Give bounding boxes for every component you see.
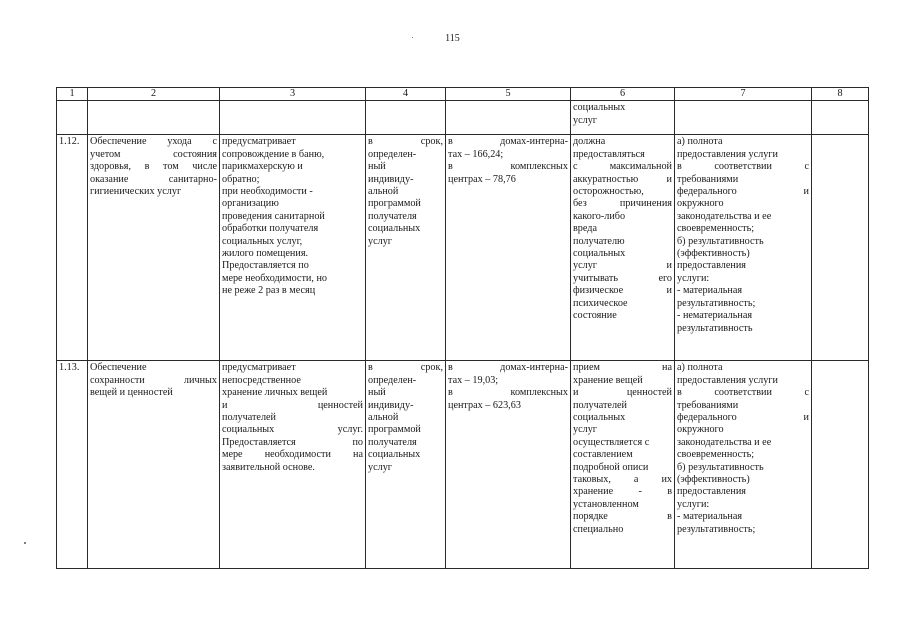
column-number-3: 3	[220, 88, 366, 101]
cell-line: своевременность;	[677, 223, 755, 235]
cell-line: предоставления услуги	[677, 374, 778, 386]
cell-line: социальных	[573, 412, 626, 424]
cell-line: услуг	[573, 424, 597, 436]
cell-line: индивиду-	[368, 173, 414, 185]
cell-line: услуги:	[677, 272, 710, 284]
page-number: 115	[445, 33, 460, 44]
cell-line: физическое и	[573, 285, 672, 297]
cell-line: предоставления	[677, 486, 746, 498]
cell-line: получателю	[573, 235, 625, 247]
cell-line: получателя	[368, 436, 417, 448]
cell-line: аккуратностью и	[573, 173, 672, 185]
cell-line: без причинения	[573, 198, 672, 210]
cell-line: с максимальной	[573, 161, 672, 173]
cell-line: услуги:	[677, 498, 710, 510]
cell-line: требованиями	[677, 173, 739, 185]
scan-speck	[24, 542, 26, 544]
continuation-cell-6	[571, 101, 675, 135]
cell-line: в комплексных	[448, 161, 568, 173]
service-name-cell	[88, 361, 220, 569]
cell-line: жилого помещения.	[222, 248, 309, 260]
cell-line: порядке в	[573, 511, 672, 523]
cell-line: подробной описи	[573, 461, 649, 473]
cell-line: тах – 166,24;	[448, 148, 504, 160]
cell-line: результативность	[677, 322, 753, 334]
column-number-4: 4	[366, 88, 446, 101]
cell-line: предоставления услуги	[677, 148, 778, 160]
cell-line: оказание санитарно-	[90, 173, 217, 185]
cell-line: должна	[573, 136, 606, 148]
cell-line: сохранности личных	[90, 374, 217, 386]
cell-line: услуг	[573, 114, 597, 126]
service-term-cell	[366, 361, 446, 569]
cell-line: предусматривает	[222, 362, 296, 374]
cell-line: проведения санитарной	[222, 210, 325, 222]
cell-line: социальных услуг,	[222, 235, 303, 247]
cell-line: определен-	[368, 148, 417, 160]
continuation-cell-8	[812, 101, 869, 135]
cell-line: непосредственное	[222, 374, 301, 386]
service-name-cell	[88, 135, 220, 361]
cell-line: хранение вещей	[573, 374, 643, 386]
row-number: 1.12.	[57, 135, 88, 361]
cell-line: Обеспечение ухода с	[90, 136, 217, 148]
cell-line: составлением	[573, 449, 633, 461]
cell-line: окружного	[677, 424, 724, 436]
cell-line: учетом состояния	[90, 148, 217, 160]
cell-line: в срок,	[368, 136, 443, 148]
services-table	[56, 87, 869, 569]
cell-line: законодательства и ее	[677, 436, 772, 448]
column-number-7: 7	[675, 88, 812, 101]
cell-line: учитывать его	[573, 272, 672, 284]
cell-line: в комплексных	[448, 387, 568, 399]
cell-line: и ценностей	[573, 387, 672, 399]
scan-speck	[412, 37, 413, 38]
cell-line: обработки получателя	[222, 223, 319, 235]
cell-line: - материальная	[677, 285, 743, 297]
cell-line: а) полнота	[677, 136, 723, 148]
column-number-1: 1	[57, 88, 88, 101]
quality-criteria-cell	[675, 135, 812, 361]
cell-line: таковых, а их	[573, 474, 672, 486]
cell-line: центрах – 623,63	[448, 399, 521, 411]
quality-criteria-cell	[675, 361, 812, 569]
cell-line: какого-либо	[573, 210, 626, 222]
cell-line: вреда	[573, 223, 597, 235]
cell-line: (эффективность)	[677, 474, 750, 486]
service-description-cell	[220, 361, 366, 569]
continuation-cell-5	[446, 101, 571, 135]
cell-line: хранение личных вещей	[222, 387, 328, 399]
cell-line: альной	[368, 186, 399, 198]
cell-line: б) результативность	[677, 235, 764, 247]
cell-line: получателей	[573, 399, 628, 411]
cell-line: социальных услуг.	[222, 424, 363, 436]
cell-line: социальных	[573, 102, 626, 114]
cell-line: ный	[368, 161, 386, 173]
cell-line: гигиенических услуг	[90, 186, 182, 198]
notes-cell	[812, 135, 869, 361]
cell-line: программой	[368, 198, 421, 210]
cell-line: предоставления	[677, 260, 746, 272]
cell-line: социальных	[573, 248, 626, 260]
cell-line: Обеспечение	[90, 362, 147, 374]
cell-line: требованиями	[677, 399, 739, 411]
cell-line: хранение - в	[573, 486, 672, 498]
cell-line: индивиду-	[368, 399, 414, 411]
cell-line: своевременность;	[677, 449, 755, 461]
cell-line: - материальная	[677, 511, 743, 523]
cell-line: обратно;	[222, 173, 260, 185]
cell-line: состояние	[573, 310, 617, 322]
cell-line: альной	[368, 412, 399, 424]
notes-cell	[812, 361, 869, 569]
continuation-cell-2	[88, 101, 220, 135]
cell-line: осуществляется с	[573, 436, 650, 448]
continuation-row	[57, 101, 869, 135]
cell-line: осторожностью,	[573, 186, 644, 198]
continuation-cell-1	[57, 101, 88, 135]
continuation-cell-4	[366, 101, 446, 135]
service-term-cell	[366, 135, 446, 361]
continuation-cell-7	[675, 101, 812, 135]
cell-line: центрах – 78,76	[448, 173, 516, 185]
cell-line: мере необходимости на	[222, 449, 363, 461]
cell-line: в соответствии с	[677, 161, 809, 173]
cell-line: тах – 19,03;	[448, 374, 499, 386]
table-row	[57, 361, 869, 569]
cell-line: установленном	[573, 498, 639, 510]
cell-line: при необходимости -	[222, 186, 313, 198]
cell-line: специально	[573, 523, 624, 535]
service-description-cell	[220, 135, 366, 361]
cell-line: предоставляться	[573, 148, 645, 160]
column-number-8: 8	[812, 88, 869, 101]
tariff-cell	[446, 361, 571, 569]
cell-line: парикмахерскую и	[222, 161, 303, 173]
cell-line: определен-	[368, 374, 417, 386]
cell-line: результативность;	[677, 523, 756, 535]
cell-line: федерального и	[677, 412, 809, 424]
column-number-6: 6	[571, 88, 675, 101]
cell-line: вещей и ценностей	[90, 387, 173, 399]
cell-line: услуг	[368, 235, 392, 247]
cell-line: б) результативность	[677, 461, 764, 473]
cell-line: заявительной основе.	[222, 461, 315, 473]
cell-line: результативность;	[677, 297, 756, 309]
cell-line: а) полнота	[677, 362, 723, 374]
conditions-cell	[571, 135, 675, 361]
cell-line: социальных	[368, 223, 421, 235]
conditions-cell	[571, 361, 675, 569]
cell-line: получателей	[222, 412, 277, 424]
cell-line: (эффективность)	[677, 248, 750, 260]
cell-line: федерального и	[677, 186, 809, 198]
cell-line: услуг и	[573, 260, 672, 272]
column-numbers-row	[57, 88, 869, 101]
cell-line: услуг	[368, 461, 392, 473]
cell-line: в домах-интерна-	[448, 136, 568, 148]
table-row	[57, 135, 869, 361]
cell-line: законодательства и ее	[677, 210, 772, 222]
column-number-2: 2	[88, 88, 220, 101]
cell-line: - нематериальная	[677, 310, 753, 322]
cell-line: в соответствии с	[677, 387, 809, 399]
column-number-5: 5	[446, 88, 571, 101]
cell-line: не реже 2 раз в месяц	[222, 285, 316, 297]
cell-line: в срок,	[368, 362, 443, 374]
cell-line: в домах-интерна-	[448, 362, 568, 374]
tariff-cell	[446, 135, 571, 361]
cell-line: Предоставляется по	[222, 260, 309, 272]
cell-line: ный	[368, 387, 386, 399]
cell-line: Предоставляется по	[222, 436, 363, 448]
cell-line: мере необходимости, но	[222, 272, 327, 284]
cell-line: предусматривает	[222, 136, 296, 148]
cell-line: здоровья, в том числе	[90, 161, 217, 173]
row-number: 1.13.	[57, 361, 88, 569]
cell-line: организацию	[222, 198, 279, 210]
continuation-cell-3	[220, 101, 366, 135]
cell-line: и ценностей	[222, 399, 363, 411]
cell-line: психическое	[573, 297, 628, 309]
cell-line: прием на	[573, 362, 672, 374]
cell-line: окружного	[677, 198, 724, 210]
cell-line: программой	[368, 424, 421, 436]
cell-line: сопровождение в баню,	[222, 148, 325, 160]
cell-line: получателя	[368, 210, 417, 222]
cell-line: социальных	[368, 449, 421, 461]
